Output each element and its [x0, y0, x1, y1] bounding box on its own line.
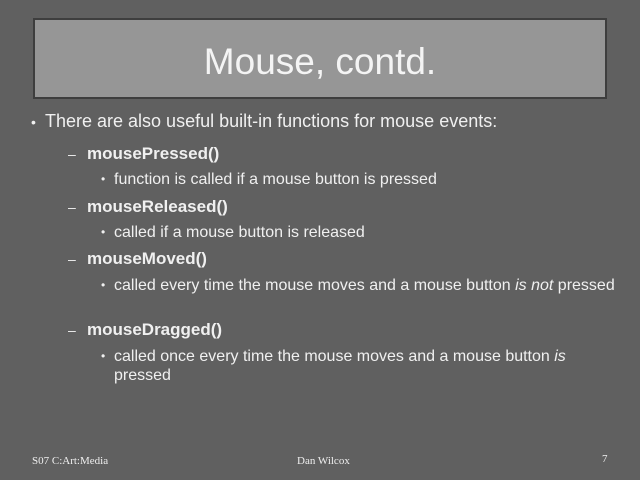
function-description: [101, 347, 616, 385]
function-item: [68, 144, 628, 164]
dash-icon: –: [68, 251, 76, 267]
bullet-icon: •: [31, 114, 36, 130]
dash-icon: –: [68, 146, 76, 162]
slide-title: Mouse, contd.: [203, 40, 437, 82]
description-emphasis: is: [554, 348, 566, 365]
description-text: function is called if a mouse button is pressed: [114, 171, 437, 188]
footer-author: Dan Wilcox: [297, 455, 350, 467]
description-text: called once every time the mouse moves and a mouse button: [114, 348, 555, 365]
function-description: [101, 223, 616, 242]
description-tail: pressed: [114, 367, 171, 384]
intro-text: There are also useful built-in functions for mouse events:: [45, 111, 498, 131]
function-name: mouseDragged(): [87, 320, 223, 339]
dash-icon: –: [68, 199, 76, 215]
description-text: called every time the mouse moves and a mouse button: [114, 277, 516, 294]
bullet-icon: •: [101, 278, 106, 292]
description-emphasis: is not: [515, 277, 554, 294]
bullet-icon: •: [101, 349, 106, 363]
function-description: [101, 170, 616, 189]
function-name: mouseMoved(): [87, 249, 207, 268]
bullet-icon: •: [101, 225, 106, 239]
function-name: mouseReleased(): [87, 197, 228, 216]
title-box: [33, 18, 607, 99]
intro-bullet: [31, 110, 621, 133]
bullet-icon: •: [101, 172, 106, 186]
description-tail: pressed: [553, 277, 615, 294]
description-text: called if a mouse button is released: [114, 224, 365, 241]
function-item: [68, 197, 628, 217]
function-description: [101, 276, 616, 295]
function-item: [68, 249, 628, 269]
dash-icon: –: [68, 322, 76, 338]
footer-course: S07 C:Art:Media: [32, 455, 109, 467]
function-item: [68, 320, 628, 340]
footer-page-number: 7: [602, 453, 608, 465]
function-name: mousePressed(): [87, 144, 220, 163]
